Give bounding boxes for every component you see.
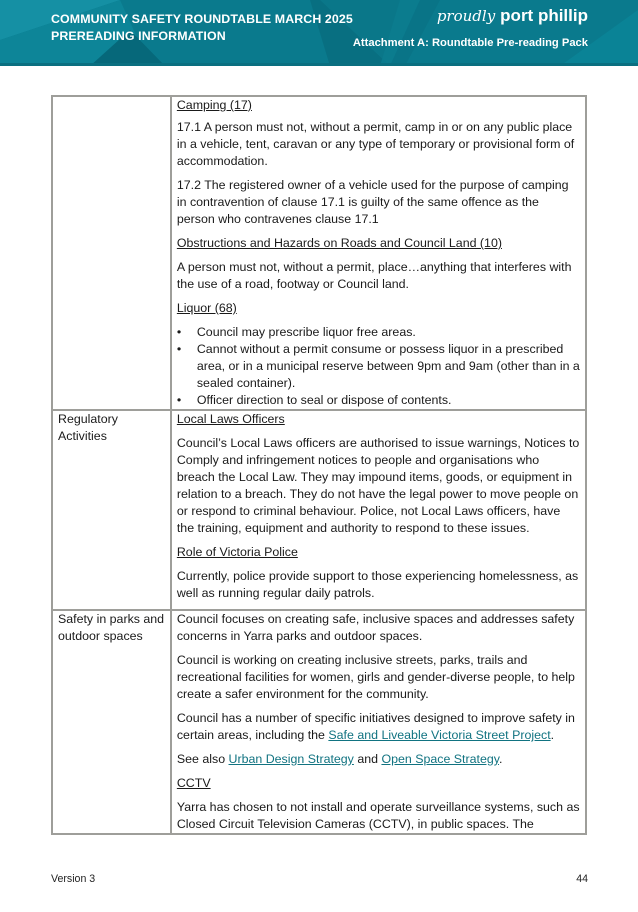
- safe-liveable-victoria-street-link[interactable]: Safe and Liveable Victoria Street Project: [328, 728, 551, 742]
- list-item: • Cannot without a permit consume or possess liquor in a prescribed area, or in a municipal reserve between 9pm and 9am (other than in a sealed container).: [197, 341, 580, 392]
- bullet-list: [177, 324, 580, 409]
- text: and: [353, 752, 382, 766]
- section-heading: Role of Victoria Police: [176, 545, 298, 559]
- text: See also: [176, 752, 229, 766]
- paragraph: A person must not, without a permit, place…anything that interferes with the use of a road, footway or Council land.: [176, 260, 572, 291]
- row-content: [171, 96, 586, 410]
- row-label: Safety in parks and outdoor spaces: [52, 610, 171, 834]
- section-heading: Local Laws Officers: [176, 412, 285, 426]
- row-content: [171, 410, 586, 610]
- table-row: [52, 610, 586, 834]
- list-item: • Council may prescribe liquor free areas.: [197, 324, 580, 341]
- title-line-1: COMMUNITY SAFETY ROUNDTABLE MARCH 2025: [51, 12, 353, 26]
- paragraph: Council focuses on creating safe, inclusive spaces and addresses safety concerns in Yarra parks and outdoor spaces.: [176, 612, 575, 643]
- brand-script: proudly: [436, 7, 496, 25]
- row-label: [52, 96, 171, 410]
- list-item: • Officer direction to seal or dispose of contents.: [197, 392, 580, 409]
- brand-name: port phillip: [500, 6, 588, 25]
- page-header: [0, 0, 638, 66]
- footer-version: Version 3: [51, 873, 96, 885]
- paragraph: 17.2 The registered owner of a vehicle used for the purpose of camping in contravention of clause 17.1 is guilty of the same offence as the person who contravenes clause 17.1: [176, 178, 569, 226]
- urban-design-strategy-link[interactable]: Urban Design Strategy: [228, 752, 354, 766]
- document-title: [51, 11, 353, 44]
- section-heading: Camping (17): [176, 98, 252, 112]
- content-table: [51, 95, 587, 835]
- table-row: [52, 410, 586, 610]
- text: .: [550, 728, 555, 742]
- paragraph: Currently, police provide support to those experiencing homelessness, as well as running regular daily patrols.: [176, 569, 579, 600]
- paragraph: Council’s Local Laws officers are authorised to issue warnings, Notices to Comply and infringement notices to people and organisations who breach the Local Law. They may impound items, goods, or equipment in relation to a breach. They do not have the legal power to move people on or respond to criminal behaviour. Police, not Local Laws officers, have the training, equipment and authority to respond to these issues.: [176, 436, 580, 535]
- title-line-2: PREREADING INFORMATION: [51, 28, 226, 43]
- row-content: [171, 610, 586, 834]
- table-row: [52, 96, 586, 410]
- section-heading: Liquor (68): [176, 301, 237, 315]
- section-heading: Obstructions and Hazards on Roads and Council Land (10): [176, 236, 502, 250]
- paragraph: [177, 751, 580, 768]
- paragraph: Yarra has chosen to not install and operate surveillance systems, such as Closed Circuit Television Cameras (CCTV), in public spaces. The: [176, 800, 580, 831]
- brand-logo: [437, 6, 588, 26]
- paragraph: Council is working on creating inclusive streets, parks, trails and recreational facilities for women, girls and gender-diverse people, to help create a safer environment for the community.: [176, 653, 575, 701]
- attachment-label: Attachment A: Roundtable Pre-reading Pack: [352, 37, 588, 49]
- page-number: 44: [576, 873, 588, 885]
- text: Council has a number of specific initiatives designed to improve safety in certain areas, including the: [176, 711, 575, 742]
- text: .: [499, 752, 503, 766]
- open-space-strategy-link[interactable]: Open Space Strategy: [381, 752, 500, 766]
- paragraph: 17.1 A person must not, without a permit, camp in or on any public place in a vehicle, tent, caravan or any type of temporary or provisional form of accommodation.: [176, 120, 575, 168]
- paragraph: [177, 710, 580, 744]
- section-heading: CCTV: [176, 776, 211, 790]
- row-label: Regulatory Activities: [52, 410, 171, 610]
